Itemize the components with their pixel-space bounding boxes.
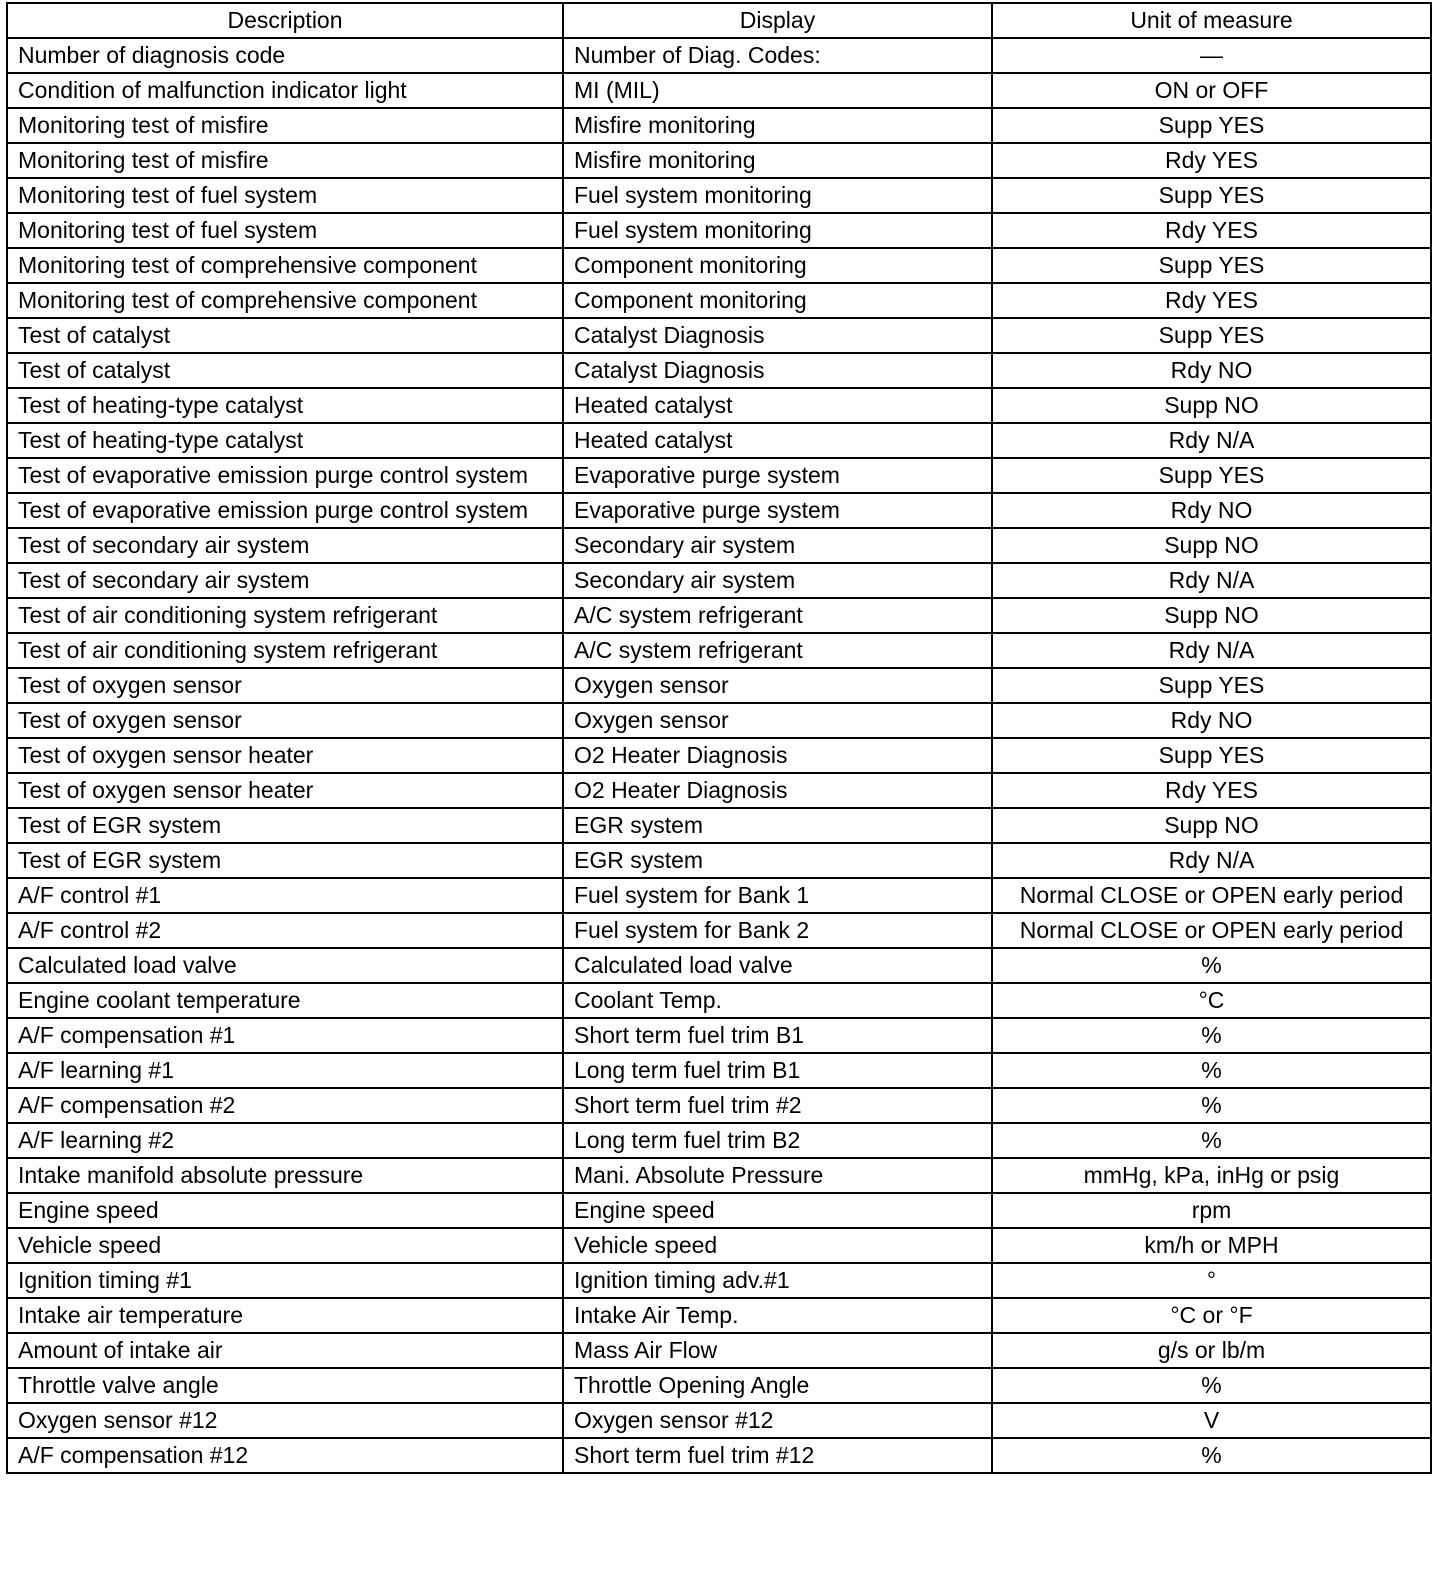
table-row: [7, 773, 1431, 808]
cell-unit: Rdy YES: [992, 283, 1431, 318]
cell-unit: rpm: [992, 1193, 1431, 1228]
cell-description: A/F compensation #2: [7, 1088, 563, 1123]
table-row: [7, 668, 1431, 703]
table-row: [7, 353, 1431, 388]
cell-display: Long term fuel trim B2: [563, 1123, 992, 1158]
cell-display: Oxygen sensor: [563, 703, 992, 738]
table-row: [7, 283, 1431, 318]
cell-unit: %: [992, 1368, 1431, 1403]
cell-description: A/F compensation #12: [7, 1438, 563, 1473]
table-row: [7, 1263, 1431, 1298]
cell-display: Intake Air Temp.: [563, 1298, 992, 1333]
cell-description: A/F control #1: [7, 878, 563, 913]
cell-display: Mass Air Flow: [563, 1333, 992, 1368]
cell-description: Oxygen sensor #12: [7, 1403, 563, 1438]
table-row: [7, 178, 1431, 213]
header-description: Description: [7, 3, 563, 38]
table-row: [7, 1088, 1431, 1123]
cell-display: Secondary air system: [563, 563, 992, 598]
cell-unit: Normal CLOSE or OPEN early period: [992, 913, 1431, 948]
cell-unit: g/s or lb/m: [992, 1333, 1431, 1368]
cell-description: Test of air conditioning system refrigerant: [7, 598, 563, 633]
cell-unit: Supp YES: [992, 738, 1431, 773]
table-row: [7, 1403, 1431, 1438]
table-row: [7, 878, 1431, 913]
table-row: [7, 73, 1431, 108]
cell-unit: %: [992, 1053, 1431, 1088]
table-row: [7, 318, 1431, 353]
cell-description: Test of secondary air system: [7, 528, 563, 563]
cell-display: Short term fuel trim #12: [563, 1438, 992, 1473]
cell-description: Condition of malfunction indicator light: [7, 73, 563, 108]
cell-description: Test of catalyst: [7, 318, 563, 353]
cell-description: Vehicle speed: [7, 1228, 563, 1263]
table-row: [7, 1298, 1431, 1333]
cell-description: Monitoring test of comprehensive component: [7, 283, 563, 318]
cell-unit: —: [992, 38, 1431, 73]
cell-unit: Supp YES: [992, 458, 1431, 493]
cell-unit: %: [992, 1123, 1431, 1158]
table-row: [7, 388, 1431, 423]
cell-description: A/F control #2: [7, 913, 563, 948]
cell-description: Test of EGR system: [7, 843, 563, 878]
cell-display: A/C system refrigerant: [563, 633, 992, 668]
cell-display: A/C system refrigerant: [563, 598, 992, 633]
table-body: [7, 38, 1431, 1473]
table-row: [7, 1158, 1431, 1193]
cell-description: Test of oxygen sensor heater: [7, 738, 563, 773]
cell-description: Engine coolant temperature: [7, 983, 563, 1018]
table-row: [7, 1333, 1431, 1368]
table-row: [7, 213, 1431, 248]
table-row: [7, 703, 1431, 738]
header-display: Display: [563, 3, 992, 38]
table-header: [7, 3, 1431, 38]
header-unit: Unit of measure: [992, 3, 1431, 38]
cell-unit: °: [992, 1263, 1431, 1298]
cell-unit: °C: [992, 983, 1431, 1018]
table-row: [7, 563, 1431, 598]
cell-display: Engine speed: [563, 1193, 992, 1228]
cell-unit: Rdy N/A: [992, 633, 1431, 668]
table-row: [7, 38, 1431, 73]
cell-description: Test of evaporative emission purge control system: [7, 458, 563, 493]
cell-unit: Supp YES: [992, 108, 1431, 143]
table-row: [7, 108, 1431, 143]
table-row: [7, 423, 1431, 458]
cell-description: Throttle valve angle: [7, 1368, 563, 1403]
cell-unit: Rdy NO: [992, 353, 1431, 388]
cell-description: Monitoring test of fuel system: [7, 213, 563, 248]
cell-description: Intake air temperature: [7, 1298, 563, 1333]
table-row: [7, 458, 1431, 493]
cell-unit: %: [992, 1018, 1431, 1053]
cell-display: Catalyst Diagnosis: [563, 318, 992, 353]
cell-display: MI (MIL): [563, 73, 992, 108]
cell-display: Component monitoring: [563, 283, 992, 318]
cell-description: Monitoring test of fuel system: [7, 178, 563, 213]
table-row: [7, 1193, 1431, 1228]
cell-unit: °C or °F: [992, 1298, 1431, 1333]
cell-display: EGR system: [563, 843, 992, 878]
table-row: [7, 598, 1431, 633]
cell-display: EGR system: [563, 808, 992, 843]
cell-display: Coolant Temp.: [563, 983, 992, 1018]
cell-unit: Supp NO: [992, 808, 1431, 843]
header-row: [7, 3, 1431, 38]
cell-display: Fuel system monitoring: [563, 178, 992, 213]
cell-display: Secondary air system: [563, 528, 992, 563]
cell-description: Ignition timing #1: [7, 1263, 563, 1298]
cell-display: Short term fuel trim B1: [563, 1018, 992, 1053]
cell-description: A/F learning #2: [7, 1123, 563, 1158]
cell-unit: Rdy NO: [992, 703, 1431, 738]
cell-description: A/F learning #1: [7, 1053, 563, 1088]
cell-description: Number of diagnosis code: [7, 38, 563, 73]
table-row: [7, 738, 1431, 773]
table-row: [7, 843, 1431, 878]
cell-description: Test of air conditioning system refrigerant: [7, 633, 563, 668]
cell-description: Monitoring test of misfire: [7, 143, 563, 178]
cell-display: Number of Diag. Codes:: [563, 38, 992, 73]
cell-unit: ON or OFF: [992, 73, 1431, 108]
cell-display: O2 Heater Diagnosis: [563, 738, 992, 773]
cell-display: Misfire monitoring: [563, 143, 992, 178]
table-row: [7, 528, 1431, 563]
cell-description: Test of heating-type catalyst: [7, 423, 563, 458]
cell-unit: %: [992, 948, 1431, 983]
cell-display: Component monitoring: [563, 248, 992, 283]
cell-display: Throttle Opening Angle: [563, 1368, 992, 1403]
cell-description: Test of secondary air system: [7, 563, 563, 598]
table-row: [7, 1438, 1431, 1473]
cell-unit: %: [992, 1438, 1431, 1473]
table-row: [7, 493, 1431, 528]
table-row: [7, 913, 1431, 948]
table-row: [7, 633, 1431, 668]
cell-description: Test of EGR system: [7, 808, 563, 843]
table-row: [7, 1053, 1431, 1088]
table-row: [7, 1018, 1431, 1053]
cell-description: Engine speed: [7, 1193, 563, 1228]
cell-display: Oxygen sensor: [563, 668, 992, 703]
table-row: [7, 808, 1431, 843]
cell-display: Long term fuel trim B1: [563, 1053, 992, 1088]
cell-unit: Supp YES: [992, 248, 1431, 283]
cell-unit: Rdy YES: [992, 143, 1431, 178]
cell-display: Vehicle speed: [563, 1228, 992, 1263]
table-row: [7, 1228, 1431, 1263]
cell-display: Heated catalyst: [563, 423, 992, 458]
cell-unit: Supp YES: [992, 178, 1431, 213]
diagnostic-data-table: [6, 2, 1432, 1474]
cell-description: Test of oxygen sensor heater: [7, 773, 563, 808]
cell-description: Intake manifold absolute pressure: [7, 1158, 563, 1193]
cell-description: Test of evaporative emission purge control system: [7, 493, 563, 528]
cell-display: Misfire monitoring: [563, 108, 992, 143]
cell-display: Calculated load valve: [563, 948, 992, 983]
cell-unit: Rdy N/A: [992, 563, 1431, 598]
cell-description: Monitoring test of misfire: [7, 108, 563, 143]
cell-description: Monitoring test of comprehensive component: [7, 248, 563, 283]
table-row: [7, 983, 1431, 1018]
cell-unit: Supp NO: [992, 598, 1431, 633]
cell-display: Oxygen sensor #12: [563, 1403, 992, 1438]
cell-unit: %: [992, 1088, 1431, 1123]
cell-unit: Rdy YES: [992, 213, 1431, 248]
cell-unit: Rdy YES: [992, 773, 1431, 808]
cell-display: O2 Heater Diagnosis: [563, 773, 992, 808]
cell-unit: Supp YES: [992, 318, 1431, 353]
cell-unit: V: [992, 1403, 1431, 1438]
cell-display: Heated catalyst: [563, 388, 992, 423]
cell-display: Short term fuel trim #2: [563, 1088, 992, 1123]
table-row: [7, 1123, 1431, 1158]
cell-unit: km/h or MPH: [992, 1228, 1431, 1263]
cell-display: Ignition timing adv.#1: [563, 1263, 992, 1298]
cell-display: Fuel system for Bank 2: [563, 913, 992, 948]
cell-display: Evaporative purge system: [563, 493, 992, 528]
cell-display: Catalyst Diagnosis: [563, 353, 992, 388]
cell-description: A/F compensation #1: [7, 1018, 563, 1053]
table-row: [7, 248, 1431, 283]
cell-description: Test of heating-type catalyst: [7, 388, 563, 423]
cell-unit: Rdy NO: [992, 493, 1431, 528]
cell-unit: Supp NO: [992, 528, 1431, 563]
table-row: [7, 1368, 1431, 1403]
cell-description: Test of catalyst: [7, 353, 563, 388]
cell-display: Mani. Absolute Pressure: [563, 1158, 992, 1193]
diagnostic-data-table-container: [6, 2, 1430, 1474]
cell-unit: Supp YES: [992, 668, 1431, 703]
cell-unit: Rdy N/A: [992, 423, 1431, 458]
cell-description: Test of oxygen sensor: [7, 668, 563, 703]
cell-display: Fuel system monitoring: [563, 213, 992, 248]
cell-display: Evaporative purge system: [563, 458, 992, 493]
cell-unit: Rdy N/A: [992, 843, 1431, 878]
cell-unit: Normal CLOSE or OPEN early period: [992, 878, 1431, 913]
cell-description: Test of oxygen sensor: [7, 703, 563, 738]
cell-description: Amount of intake air: [7, 1333, 563, 1368]
table-row: [7, 143, 1431, 178]
cell-unit: mmHg, kPa, inHg or psig: [992, 1158, 1431, 1193]
cell-unit: Supp NO: [992, 388, 1431, 423]
table-row: [7, 948, 1431, 983]
cell-display: Fuel system for Bank 1: [563, 878, 992, 913]
cell-description: Calculated load valve: [7, 948, 563, 983]
